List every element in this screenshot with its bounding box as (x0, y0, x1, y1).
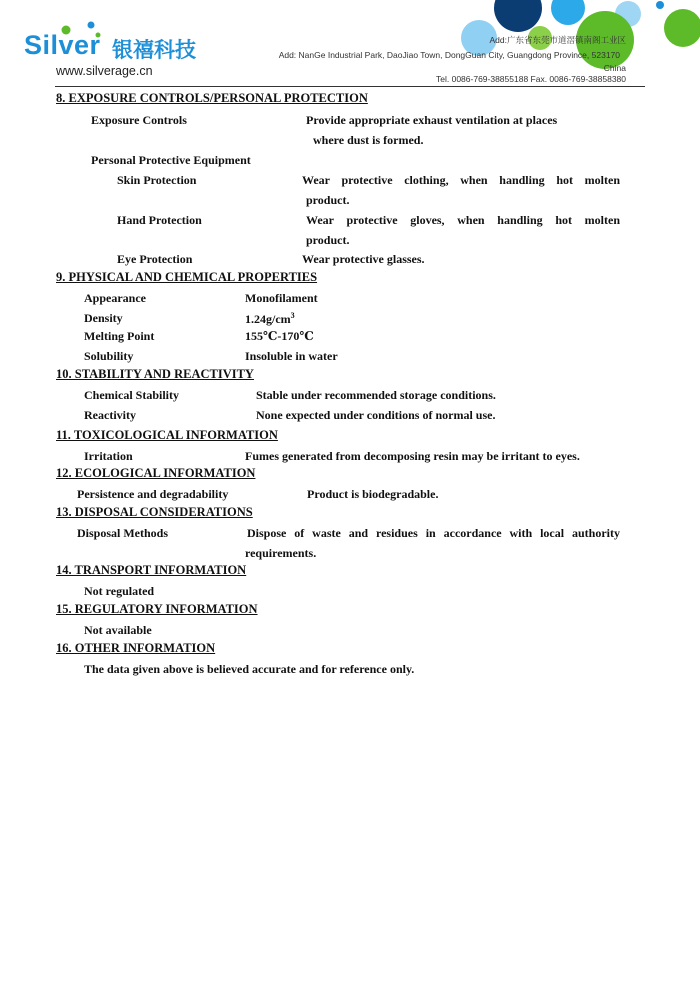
density-label: Density (84, 311, 123, 325)
section-13-title: 13. DISPOSAL CONSIDERATIONS (56, 505, 253, 519)
ppe-label: Personal Protective Equipment (91, 153, 251, 167)
exposure-controls-label: Exposure Controls (91, 113, 187, 127)
persistence-label: Persistence and degradability (77, 487, 229, 501)
transport-info-value: Not regulated (84, 584, 155, 598)
exposure-controls-value-line1: Provide appropriate exhaust ventilation at places (306, 113, 558, 127)
solubility-value: Insoluble in water (245, 349, 338, 363)
header-divider (55, 86, 645, 87)
exposure-controls-value-line2: where dust is formed. (313, 133, 424, 147)
disposal-methods-value-line1: Dispose of waste and residues in accordance with local authority (247, 526, 620, 540)
density-superscript: 3 (290, 311, 295, 320)
skin-protection-value-line2: product. (306, 193, 350, 207)
address-cn: Add:广东省东莞市道滘镇南阁工业区 (489, 35, 626, 45)
chemical-stability-label: Chemical Stability (84, 388, 179, 402)
section-12-title: 12. ECOLOGICAL INFORMATION (56, 466, 256, 480)
irritation-value: Fumes generated from decomposing resin may be irritant to eyes. (245, 449, 580, 463)
disposal-methods-value-line2: requirements. (245, 546, 317, 560)
reactivity-value: None expected under conditions of normal use. (256, 408, 496, 422)
address-en: Add: NanGe Industrial Park, DaoJiao Town, DongGuan City, Guangdong Province, 523170 (278, 50, 620, 60)
section-16-title: 16. OTHER INFORMATION (56, 641, 216, 655)
melting-point-label: Melting Point (84, 329, 155, 343)
section-15-title: 15. REGULATORY INFORMATION (56, 602, 258, 616)
disposal-methods-label: Disposal Methods (77, 526, 169, 540)
section-11-title: 11. TOXICOLOGICAL INFORMATION (56, 428, 278, 442)
tel-fax: Tel. 0086-769-38855188 Fax. 0086-769-38858380 (436, 74, 626, 84)
regulatory-info-value: Not available (84, 623, 152, 637)
appearance-label: Appearance (84, 291, 146, 305)
website-url: www.silverage.cn (56, 64, 153, 78)
melting-point-value: 155℃-170℃ (245, 329, 314, 343)
eye-protection-label: Eye Protection (117, 252, 193, 266)
hand-protection-value-line2: product. (306, 233, 350, 247)
skin-protection-label: Skin Protection (117, 173, 197, 187)
logo-chinese: 银禧科技 (112, 38, 196, 62)
chemical-stability-value: Stable under recommended storage conditions. (256, 388, 496, 402)
other-info-value: The data given above is believed accurate and for reference only. (84, 662, 415, 676)
density-number: 1.24g/cm (245, 312, 291, 326)
logo-wordmark: Silver (24, 30, 101, 60)
density-value (245, 311, 295, 327)
hand-protection-label: Hand Protection (117, 213, 202, 227)
irritation-label: Irritation (84, 449, 133, 463)
skin-protection-value-line1: Wear protective clothing, when handling hot molten (302, 173, 620, 187)
appearance-value: Monofilament (245, 291, 318, 305)
section-8-title: 8. EXPOSURE CONTROLS/PERSONAL PROTECTION (56, 91, 368, 105)
reactivity-label: Reactivity (84, 408, 136, 422)
solubility-label: Solubility (84, 349, 134, 363)
eye-protection-value: Wear protective glasses. (302, 252, 425, 266)
address-country: China (603, 63, 626, 73)
section-10-title: 10. STABILITY AND REACTIVITY (56, 367, 254, 381)
section-9-title: 9. PHYSICAL AND CHEMICAL PROPERTIES (56, 270, 318, 284)
section-14-title: 14. TRANSPORT INFORMATION (56, 563, 247, 577)
hand-protection-value-line1: Wear protective gloves, when handling hot molten (306, 213, 620, 227)
persistence-value: Product is biodegradable. (307, 487, 439, 501)
